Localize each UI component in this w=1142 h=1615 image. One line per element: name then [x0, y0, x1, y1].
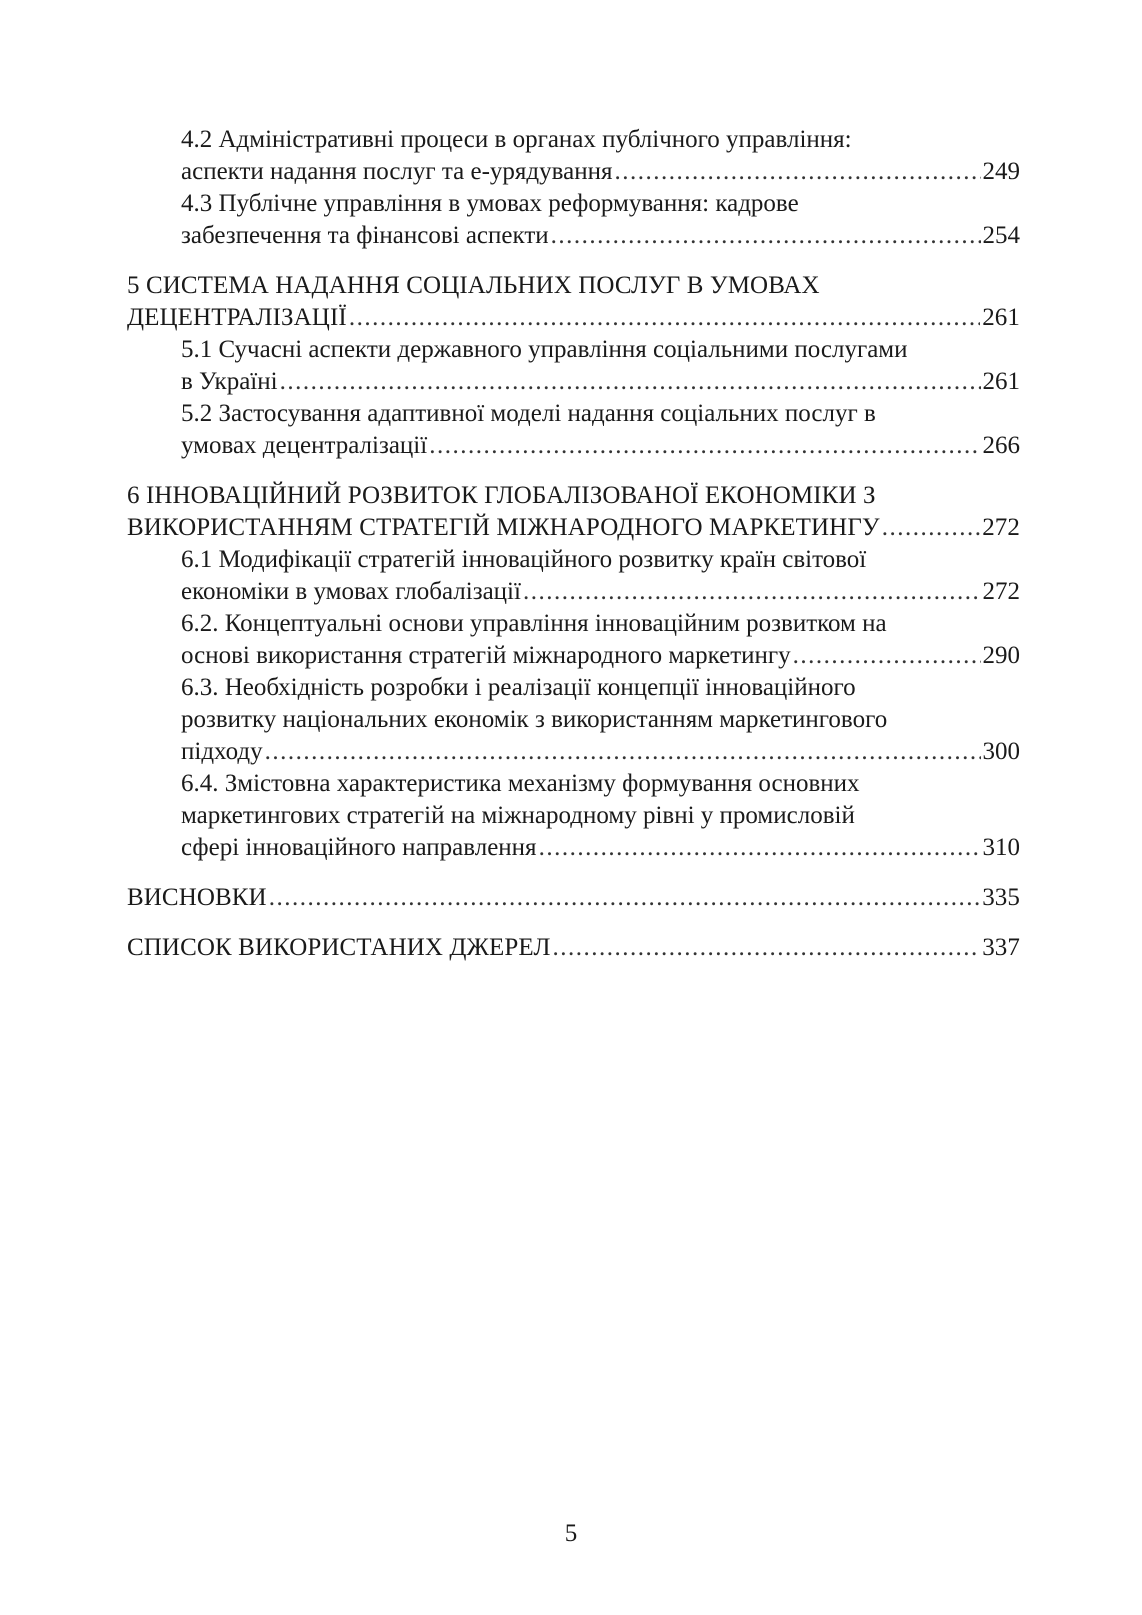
- toc-page-number: 335: [982, 884, 1020, 911]
- toc-chapter-entry: [127, 270, 1020, 334]
- table-of-contents: [127, 124, 1020, 964]
- toc-section-entry: [127, 124, 1020, 188]
- toc-entry-title: умовах децентралізації: [181, 432, 428, 459]
- toc-page-number: 249: [982, 158, 1020, 185]
- toc-dot-leader: [553, 932, 981, 964]
- toc-entry-title: сфері інноваційного направлення: [181, 834, 537, 861]
- toc-page-number: 310: [982, 834, 1020, 861]
- toc-entry-line: [127, 932, 1020, 964]
- toc-page-number: 272: [982, 514, 1020, 541]
- toc-entry-title: ДЕЦЕНТРАЛІЗАЦІЇ: [127, 304, 347, 331]
- toc-page-number: 272: [982, 578, 1020, 605]
- toc-entry-title: основі використання стратегій міжнародного маркетингу: [181, 642, 791, 669]
- toc-dot-leader: [793, 640, 981, 672]
- toc-page-number: 266: [982, 432, 1020, 459]
- toc-chapter-entry: [127, 882, 1020, 914]
- toc-dot-leader: [280, 366, 981, 398]
- toc-section-entry: [127, 544, 1020, 608]
- toc-entry-title: 4.3 Публічне управління в умовах реформування: кадрове: [181, 190, 799, 217]
- toc-entry-title: ВИКОРИСТАННЯМ СТРАТЕГІЙ МІЖНАРОДНОГО МАРКЕТИНГУ: [127, 514, 880, 541]
- toc-entry-title: ВИСНОВКИ: [127, 884, 267, 911]
- toc-entry-title: маркетингових стратегій на міжнародному рівні у промисловій: [181, 802, 855, 829]
- toc-page-number: 337: [982, 934, 1020, 961]
- toc-page-number: 254: [982, 222, 1020, 249]
- toc-entry-line: [181, 576, 1020, 608]
- toc-entry-title: 6 ІННОВАЦІЙНИЙ РОЗВИТОК ГЛОБАЛІЗОВАНОЇ ЕКОНОМІКИ З: [127, 482, 876, 509]
- toc-page-number: 261: [982, 368, 1020, 395]
- toc-entry-title: підходу: [181, 738, 263, 765]
- page-number: 5: [564, 1520, 578, 1547]
- toc-entry-title: СПИСОК ВИКОРИСТАНИХ ДЖЕРЕЛ: [127, 934, 551, 961]
- toc-entry-line: [181, 640, 1020, 672]
- toc-entry-title: розвитку національних економік з використанням маркетингового: [181, 706, 888, 733]
- toc-entry-line: [181, 156, 1020, 188]
- toc-entry-title: 6.2. Концептуальні основи управління інноваційним розвитком на: [181, 610, 887, 637]
- toc-section-entry: [127, 334, 1020, 398]
- toc-dot-leader: [551, 220, 981, 252]
- toc-dot-leader: [429, 430, 980, 462]
- toc-entry-title: в Україні: [181, 368, 278, 395]
- toc-page-number: 300: [982, 738, 1020, 765]
- toc-entry-line: [181, 832, 1020, 864]
- toc-entry-line: [127, 882, 1020, 914]
- toc-section-entry: [127, 672, 1020, 768]
- toc-page-number: 261: [982, 304, 1020, 331]
- toc-entry-line: [181, 220, 1020, 252]
- toc-entry-title: 4.2 Адміністративні процеси в органах публічного управління:: [181, 126, 852, 153]
- toc-page-number: 290: [982, 642, 1020, 669]
- toc-entry-line: [127, 302, 1020, 334]
- toc-entry-title: 5.2 Застосування адаптивної моделі надання соціальних послуг в: [181, 400, 876, 427]
- toc-entry-title: 6.4. Змістовна характеристика механізму формування основних: [181, 770, 860, 797]
- toc-dot-leader: [614, 156, 980, 188]
- toc-dot-leader: [882, 512, 981, 544]
- toc-dot-leader: [269, 882, 980, 914]
- toc-dot-leader: [265, 736, 981, 768]
- toc-entry-line: [127, 512, 1020, 544]
- toc-entry-title: 6.1 Модифікації стратегій інноваційного розвитку країн світової: [181, 546, 867, 573]
- toc-section-entry: [127, 398, 1020, 462]
- toc-entry-title: 5.1 Сучасні аспекти державного управління соціальними послугами: [181, 336, 908, 363]
- toc-section-entry: [127, 188, 1020, 252]
- toc-entry-title: забезпечення та фінансові аспекти: [181, 222, 549, 249]
- toc-dot-leader: [539, 832, 981, 864]
- toc-entry-line: [181, 430, 1020, 462]
- toc-dot-leader: [349, 302, 980, 334]
- toc-chapter-entry: [127, 932, 1020, 964]
- toc-entry-line: [181, 736, 1020, 768]
- toc-section-entry: [127, 608, 1020, 672]
- toc-entry-title: економіки в умовах глобалізації: [181, 578, 521, 605]
- toc-chapter-entry: [127, 480, 1020, 544]
- toc-entry-title: аспекти надання послуг та е-урядування: [181, 158, 613, 185]
- toc-section-entry: [127, 768, 1020, 864]
- toc-dot-leader: [523, 576, 981, 608]
- toc-entry-title: 6.3. Необхідність розробки і реалізації концепції інноваційного: [181, 674, 856, 701]
- toc-entry-line: [181, 366, 1020, 398]
- toc-entry-title: 5 СИСТЕМА НАДАННЯ СОЦІАЛЬНИХ ПОСЛУГ В УМОВАХ: [127, 272, 820, 299]
